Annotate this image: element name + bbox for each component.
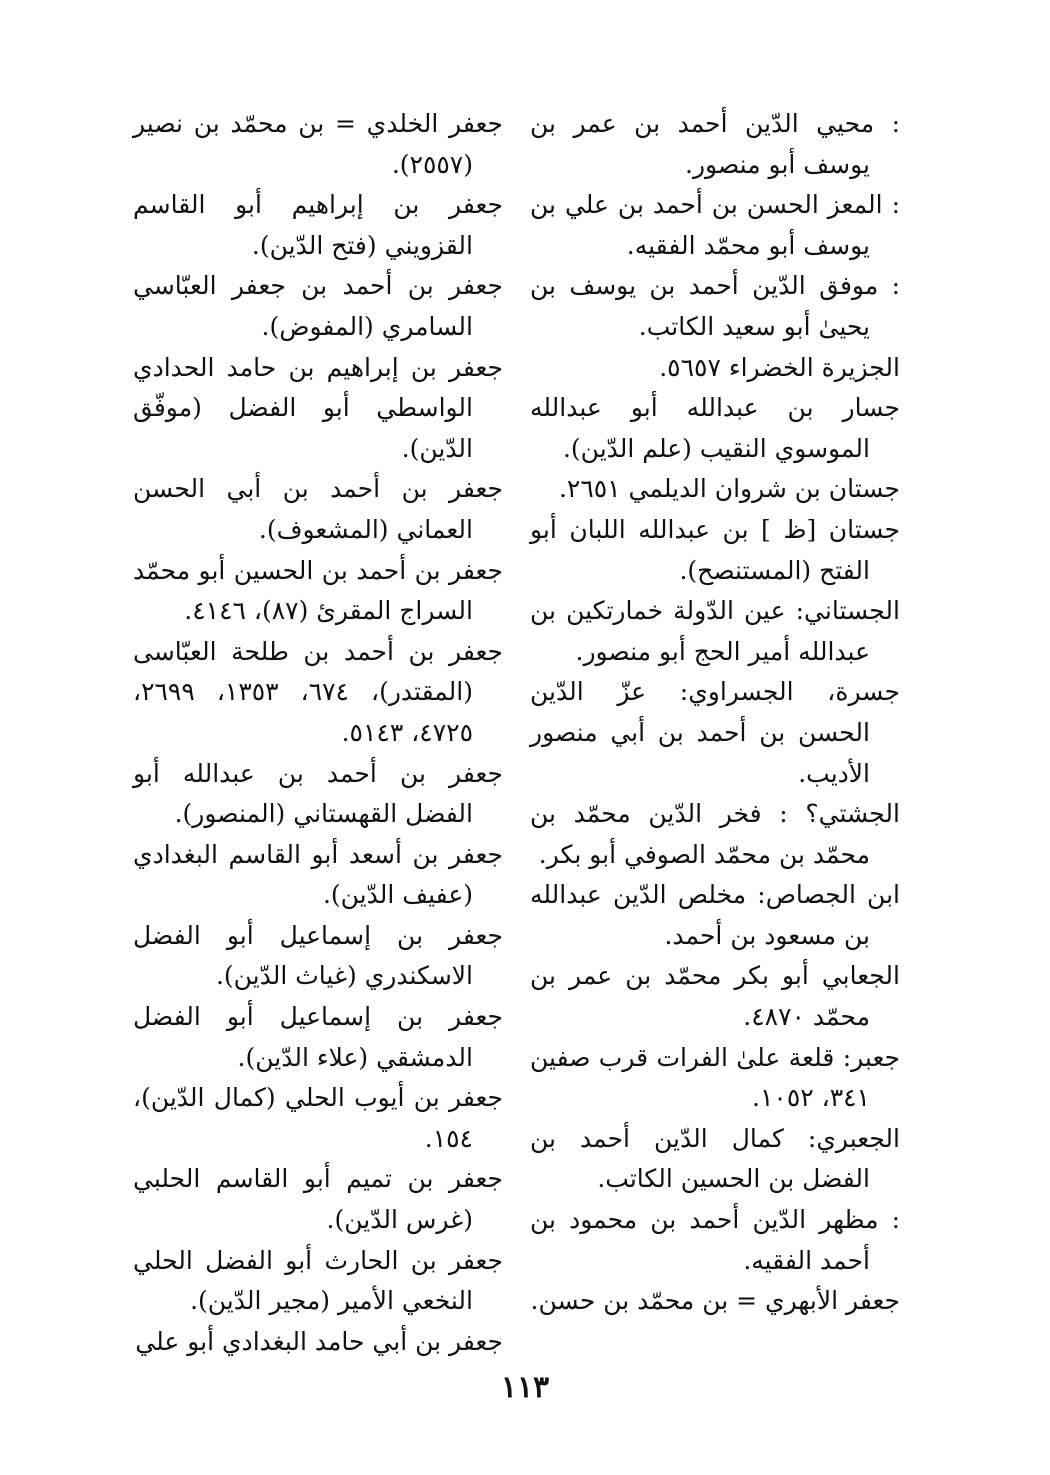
index-entry: جعفر بن أحمد بن الحسين أبو محمّد السراج المقرئ (٨٧)، ٤١٤٦. <box>133 555 503 626</box>
index-entry: الجزيرة الخضراء ٥٦٥٧. <box>659 352 900 382</box>
index-entry: جستان [ظ ] بن عبدالله اللبان أبو الفتح (المستنصح). <box>530 514 900 585</box>
index-entry: جعفر بن أحمد بن أبي الحسن العماني (المشعوف). <box>133 474 503 544</box>
index-entry: : موفق الدّين أحمد بن يوسف بن يحيىٰ أبو سعيد الكاتب. <box>530 271 900 341</box>
page-number: ١١٣ <box>500 1370 550 1405</box>
index-entry: جعفر بن أحمد بن عبدالله أبو الفضل القهستاني (المنصور). <box>133 758 503 829</box>
index-entry: الجعبري: كمال الدّين أحمد بن الفضل بن الحسين الكاتب. <box>530 1123 900 1194</box>
index-entry: جعفر الأبهري = بن محمّد بن حسن. <box>530 1286 900 1316</box>
index-entry: جسرة، الجسراوي: عزّ الدّين الحسن بن أحمد بن أبي منصور الأديب. <box>530 677 900 788</box>
index-entry: جعفر بن أبي حامد البغدادي أبو علي <box>135 1326 503 1356</box>
index-entry: جعفر بن أحمد بن طلحة العبّاسى (المقتدر)، ٦٧٤، ١٣٥٣، ٢٦٩٩، ٤٧٢٥، ٥١٤٣. <box>133 636 503 747</box>
left-column <box>133 104 503 1362</box>
index-entry: جعفر بن إسماعيل أبو الفضل الاسكندري (غياث الدّين). <box>133 920 503 991</box>
index-entry: : مظهر الدّين أحمد بن محمود بن أحمد الفقيه. <box>530 1205 900 1275</box>
index-entry: الجعابي أبو بكر محمّد بن عمر بن محمّد ٤٨٧٠. <box>530 961 900 1032</box>
index-entry: جعفر بن إسماعيل أبو الفضل الدمشقي (علاء الدّين). <box>133 1002 503 1072</box>
index-entry: الجستاني: عين الدّولة خمارتكين بن عبدالله أمير الحج أبو منصور. <box>530 596 900 666</box>
index-entry: جعفر الخلدي = بن محمّد بن نصير (٢٥٥٧). <box>133 109 503 179</box>
index-entry: جعفر بن أسعد أبو القاسم البغدادي (عفيف الدّين). <box>133 839 503 910</box>
index-entry: جعفر بن إبراهيم بن حامد الحدادي الواسطي أبو الفضل (موفّق الدّين). <box>133 352 503 463</box>
index-entry: جسار بن عبدالله أبو عبدالله الموسوي النقيب (علم الدّين). <box>530 393 900 463</box>
index-entry: جعفر بن أيوب الحلي (كمال الدّين)، ١٥٤. <box>133 1083 503 1153</box>
index-entry: : المعز الحسن بن أحمد بن علي بن يوسف أبو محمّد الفقيه. <box>530 190 900 260</box>
index-entry: جعفر بن أحمد بن جعفر العبّاسي السامري (المفوض). <box>133 271 503 341</box>
index-entry: جعفر بن إبراهيم أبو القاسم القزويني (فتح الدّين). <box>133 190 503 260</box>
index-entry: : محيي الدّين أحمد بن عمر بن يوسف أبو منصور. <box>530 109 900 179</box>
index-entry: جعفر بن تميم أبو القاسم الحلبي (غرس الدّين). <box>133 1164 503 1235</box>
right-column <box>530 104 900 1322</box>
index-entry: ابن الجصاص: مخلص الدّين عبدالله بن مسعود بن أحمد. <box>530 880 900 950</box>
index-entry: الجشتي؟ : فخر الدّين محمّد بن محمّد بن محمّد الصوفي أبو بكر. <box>530 799 900 869</box>
index-entry: جعبر: قلعة علىٰ الفرات قرب صفين ٣٤١، ١٠٥٢. <box>530 1042 900 1113</box>
index-entry: جعفر بن الحارث أبو الفضل الحلي النخعي الأمير (مجير الدّين). <box>133 1245 503 1316</box>
index-entry: جستان بن شروان الديلمي ٢٦٥١. <box>558 474 900 504</box>
